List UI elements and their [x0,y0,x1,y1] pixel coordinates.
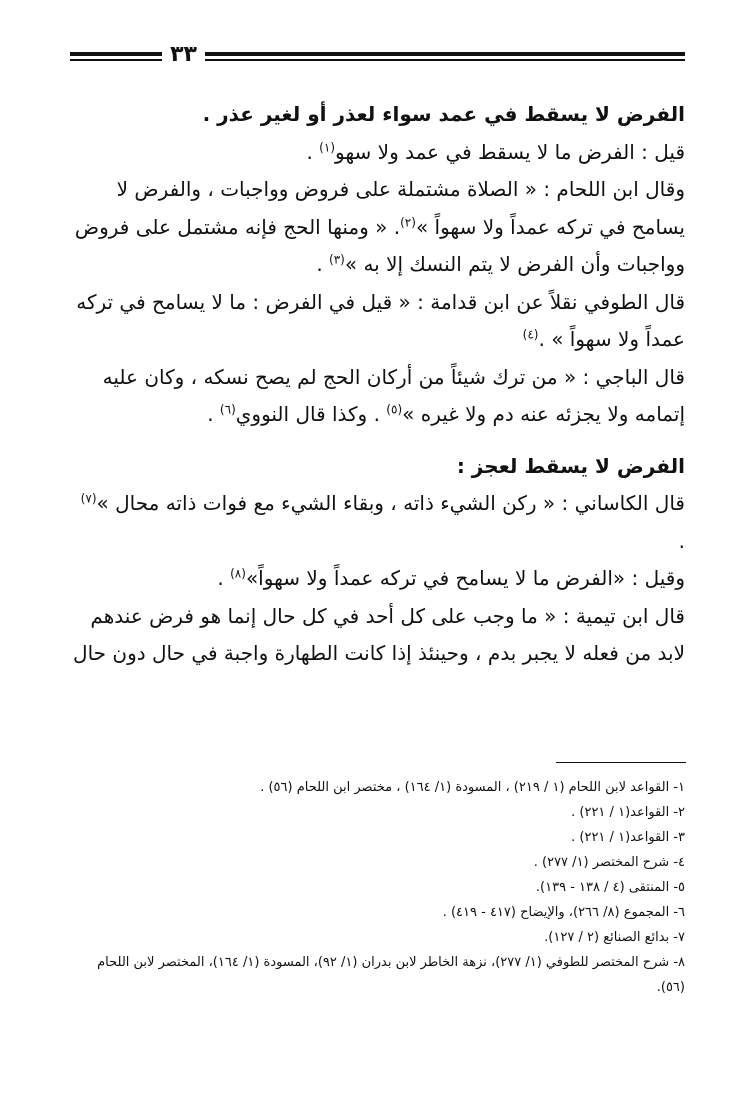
paragraph-text: وقال ابن اللحام : « الصلاة مشتملة على فروض وواجبات ، والفرض لا يسامح في تركه عمداً ولا سهواً » [116,177,685,239]
footnote-ref: (٤) [522,327,539,342]
main-text [70,96,685,673]
footnote-ref: (٦) [219,402,236,417]
paragraph-text: . « ومنها الحج فإنه مشتمل على فروض وواجبات وأن الفرض لا يتم النسك إلا به » [74,214,685,276]
footnote-8: ٨- شرح المختصر للطوفي (١/ ٢٧٧)، نزهة الخاطر لابن بدران (١/ ٩٢)، المسودة (١/ ١٦٤)، المختصر لابن اللحام (٥٦). [97,955,685,995]
paragraph-7: قال ابن تيمية : « ما وجب على كل أحد في كل حال إنما هو فرض عندهم لابد من فعله لا يجبر بدم ، وحينئذ إذا كانت الطهارة واجبة في حال دون حال [73,603,685,665]
footnote-6: ٦- المجموع (٨/ ٢٦٦)، والإيضاح (٤١٧ - ٤١٩) . [442,905,685,920]
footnote-2: ٢- القواعد(١ / ٢٢١) . [571,805,685,820]
footnote-ref: (١) [319,139,335,154]
punctuation: . [678,528,685,553]
footnote-4: ٤- شرح المختصر (١/ ٢٧٧) . [533,855,685,870]
footnote-1: ١- القواعد لابن اللحام (١ / ٢١٩) ، المسودة (١/ ١٦٤) ، مختصر ابن اللحام (٥٦) . [260,780,685,795]
footnote-7: ٧- بدائع الصنائع (٢ / ١٢٧). [544,930,685,945]
footnote-ref: (٢) [400,214,416,229]
paragraph-text: قال الباجي : « من ترك شيئاً من أركان الحج لم يصح نسكه ، وكان عليه إتمامه ولا يجزئه عنه دم ولا غيره » [102,364,685,426]
footnote-ref: (٣) [329,252,345,267]
header-rule-left-thin [70,59,162,61]
footnote-3: ٣- القواعد(١ / ٢٢١) . [571,830,685,845]
paragraph-6 [70,560,685,598]
paragraph-1 [70,134,685,172]
paragraph-text: قيل : الفرض ما لا يسقط في عمد ولا سهو [335,139,685,164]
paragraph-text: قال الكاساني : « ركن الشيء ذاته ، وبقاء الشيء مع فوات ذاته محال » [96,491,685,515]
paragraph-text: وقيل : «الفرض ما لا يسامح في تركه عمداً ولا سهواً» [245,566,685,590]
page-number: ٣٣ [170,42,197,67]
page-header [70,42,685,70]
paragraph-2 [70,171,685,284]
paragraph-text: . وكذا قال النووي [235,402,387,426]
header-rule-right-thin [205,59,685,61]
footnote-ref: (٥) [386,402,403,417]
header-rule-right [205,52,685,56]
punctuation: . [217,566,231,590]
punctuation: . [306,139,320,164]
paragraph-4 [70,359,685,434]
punctuation: . [207,402,220,426]
paragraph-3 [70,284,685,359]
paragraph-5 [70,485,685,560]
header-rule-left [70,52,162,56]
paragraph-text: قال الطوفي نقلاً عن ابن قدامة : « قيل في الفرض : ما لا يسامح في تركه عمداً ولا سهواً » . [76,289,685,351]
footnote-separator [556,762,686,763]
footnote-ref: (٧) [80,491,97,506]
footnote-5: ٥- المنتقى (٤ / ١٣٨ - ١٣٩). [535,880,685,895]
section-heading-1: الفرض لا يسقط في عمد سواء لعذر أو لغير عذر . [202,102,685,126]
section-heading-2: الفرض لا يسقط لعجز : [456,453,685,478]
footnotes [70,775,685,1000]
footnote-ref: (٨) [230,566,246,581]
punctuation: . [316,252,330,276]
